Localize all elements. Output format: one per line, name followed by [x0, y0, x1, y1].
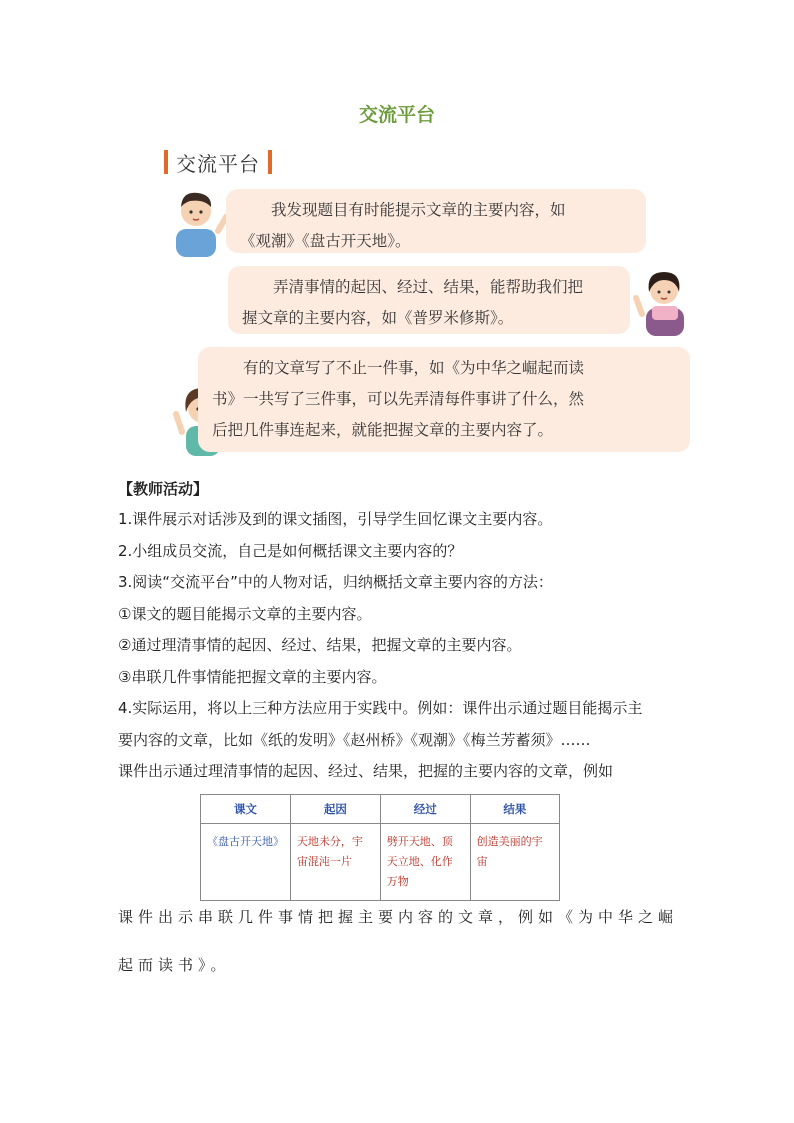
activity-line: ②通过理清事情的起因、经过、结果，把握文章的主要内容。 [118, 636, 522, 654]
page-title: 交流平台 [358, 104, 435, 126]
teacher-activity-title: 【教师活动】 [118, 480, 209, 498]
table-header-row [201, 795, 560, 824]
boy-avatar [168, 183, 234, 257]
dialogue-bubble-boy [226, 189, 646, 253]
girl-avatar [632, 262, 696, 336]
dialogue-line: 我发现题目有时能提示文章的主要内容，如 [271, 201, 566, 219]
dialogue-line: 弄清事情的起因、经过、结果，能帮助我们把 [273, 278, 584, 296]
activity-line: ③串联几件事情能把握文章的主要内容。 [118, 667, 387, 686]
teacher-activity-list [118, 504, 688, 788]
table-header-cell: 经过 [380, 795, 470, 824]
table-cell: 劈开天地、顶天立地、化作万物 [380, 824, 470, 901]
table-header-cell: 起因 [290, 795, 380, 824]
summary-table [200, 794, 560, 901]
activity-line: 课件出示通过理清事情的起因、经过、结果，把握的主要内容的文章，例如 [118, 762, 614, 780]
final-paragraph: 课件出示串联几件事情把握主要内容的文章，例如《为中华之崛起而读书》。 [118, 908, 679, 974]
activity-line: 1.课件展示对话涉及到的课文插图，引导学生回忆课文主要内容。 [118, 510, 553, 528]
dialogue-line: 后把几件事连起来，就能把握文章的主要内容了。 [212, 421, 554, 439]
activity-line: ①课文的题目能揭示文章的主要内容。 [118, 604, 372, 623]
table-row [201, 824, 560, 901]
table-cell: 创造美丽的宇宙 [470, 824, 559, 901]
dialogue-line: 《观潮》《盘古开天地》。 [240, 232, 411, 250]
activity-line: 3.阅读“交流平台”中的人物对话，归纳概括文章主要内容的方法： [118, 573, 553, 591]
table-cell: 天地未分，宇宙混沌一片 [290, 824, 380, 901]
activity-line: 4.实际运用，将以上三种方法应用于实践中。例如：课件出示通过题目能揭示主 [118, 699, 643, 717]
section-header [164, 148, 272, 176]
dialogue-line: 书》一共写了三件事，可以先弄清每件事讲了什么，然 [212, 390, 585, 408]
section-header-text: 交流平台 [176, 151, 260, 176]
activity-line: 2.小组成员交流，自己是如何概括课文主要内容的？ [118, 541, 463, 560]
section-bar-left [164, 150, 168, 174]
dialogue-bubble-girl2 [198, 347, 690, 452]
activity-line: 要内容的文章，比如《纸的发明》《赵州桥》《观潮》《梅兰芳蓄须》…… [118, 730, 591, 749]
table-cell: 《盘古开天地》 [201, 824, 291, 901]
table-header-cell: 结果 [470, 795, 559, 824]
dialogue-line: 有的文章写了不止一件事，如《为中华之崛起而读 [243, 359, 585, 377]
table-header-cell: 课文 [201, 795, 291, 824]
section-bar-right [268, 150, 272, 174]
dialogue-line: 握文章的主要内容，如《普罗米修斯》。 [242, 309, 514, 327]
dialogue-bubble-girl [228, 266, 630, 334]
